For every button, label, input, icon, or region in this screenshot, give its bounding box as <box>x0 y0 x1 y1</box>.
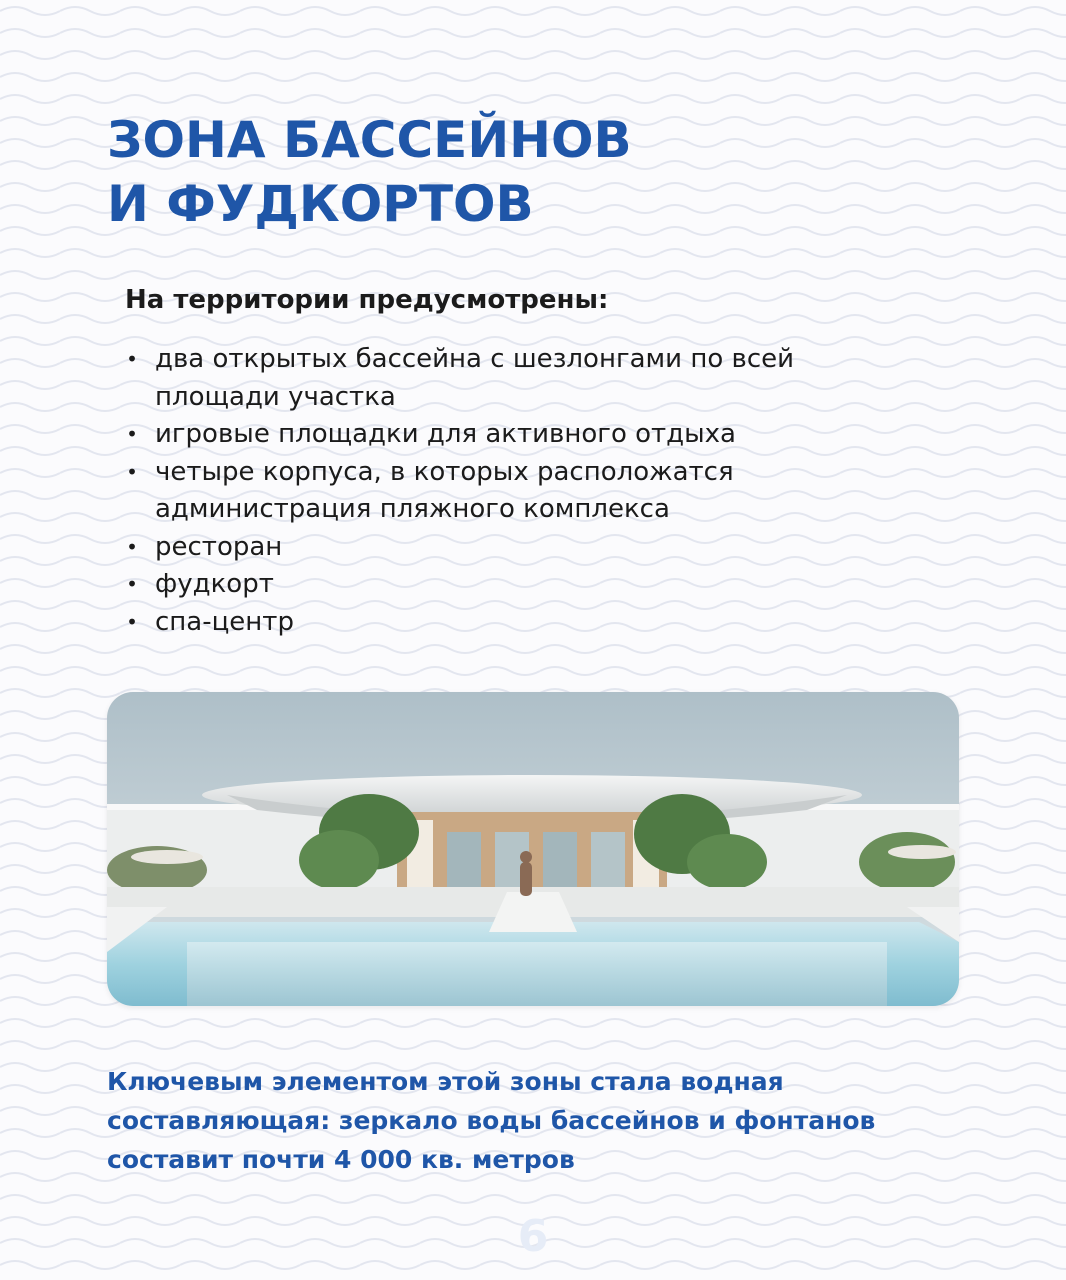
bullet-icon: • <box>126 534 138 559</box>
pool-complex-photo <box>107 692 959 1006</box>
bullet-icon: • <box>126 459 138 484</box>
list-item <box>125 416 794 454</box>
list-item <box>125 566 794 604</box>
list-item-text: ресторан <box>155 531 283 562</box>
title-line-2: И ФУДКОРТОВ <box>107 175 534 233</box>
list-item-text: площади участка <box>155 381 396 412</box>
list-item-text: два открытых бассейна с шезлонгами по всей <box>155 344 795 374</box>
bullet-icon: • <box>126 347 138 371</box>
list-item-text: четыре корпуса, в которых расположатся <box>155 456 734 487</box>
list-item <box>125 529 794 567</box>
intro-text: На территории предусмотрены: <box>125 285 609 315</box>
list-item <box>125 454 794 529</box>
title-line-1: ЗОНА БАССЕЙНОВ <box>107 111 632 169</box>
features-list <box>125 341 794 641</box>
note-line-1: Ключевым элементом этой зоны стала водная <box>107 1067 784 1096</box>
bullet-icon: • <box>126 609 138 634</box>
bullet-icon: • <box>126 572 138 596</box>
list-item-text: фудкорт <box>155 569 274 599</box>
note-line-3: составит почти 4 000 кв. метров <box>107 1145 575 1174</box>
note-line-2: составляющая: зеркало воды бассейнов и фонтанов <box>107 1106 876 1135</box>
list-item-text: администрация пляжного комплекса <box>155 494 670 524</box>
key-element-note <box>107 1062 875 1179</box>
bullet-icon: • <box>126 422 138 446</box>
list-item-text: игровые площадки для активного отдыха <box>155 419 736 449</box>
list-item <box>125 604 794 642</box>
page-number: 6 <box>517 1211 549 1262</box>
page-title <box>107 108 632 236</box>
list-item-text: спа-центр <box>155 606 294 637</box>
list-item <box>125 341 794 416</box>
